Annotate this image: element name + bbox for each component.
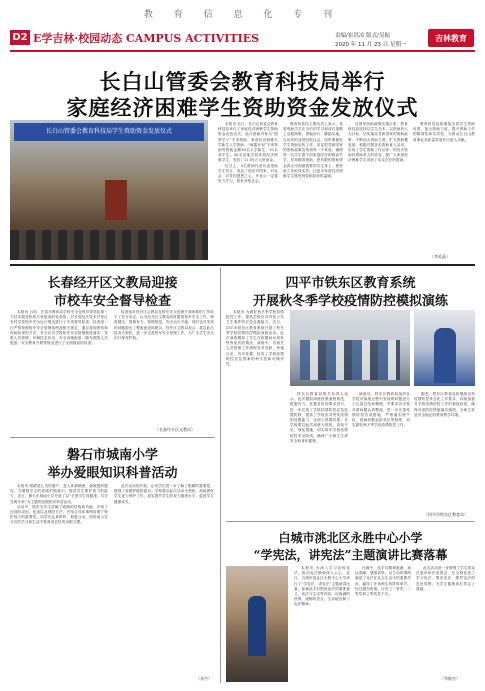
article1-title-line1: 长白山管委会教育科技局举行 [99, 69, 386, 94]
article1-byline: （李延晶） [430, 254, 450, 259]
article2-col1: 本报讯 日前，长春市教育局学校安全处领导带领由第三方技术服务机构专家组成的检查组，对长春经济技术开发区农村学校校车安全运行情况进行了专项督导检查。检查组一行严格按照校车安全管理条例及相关规定，通过查阅资料和现场检查的方式，对全区各学校校车安全管理制度落实、驾驶人员管理、车辆技术状况、安全设施配备、随车照管人员配备、安全教育开展等情况进行了全面细致的检查。 [10, 310, 108, 346]
article3-col1: 本报讯 眼睛是心灵的窗户，是人体最精密、最敏感的器官。为增强学生的爱眼护眼意识，提高学生保护视力的能力，近日，磐石市城南小学开展了以“关爱学生视健康，共享光明未来”为主题的爱眼知识科普活动。 活动中，校医为学生讲解了眼睛的结构和功能，介绍了近视的成因、危害以及预防方法，并结合具体事例说明了保护视力的重要性。同学们认真聆听，积极互动，纷纷表示在今后的学习和生活中要养成良好的用眼习惯。 [10, 484, 108, 525]
article3-col2: 此次活动的开展，让同学们进一步了解了眼睛的重要性，增强了爱眼护眼的意识。学校将以此次活动为契机，持续做好学生视力保护工作，切实提升学生的视力健康水平，促进学生健康成长。 [114, 484, 214, 504]
divider-left-mid [10, 437, 215, 438]
article5-col1: 本报讯 为深入学习宣传宪法，推动宪法精神深入人心，近日，白城市洮北区永胜中心小学举行了“学宪法，讲宪法”主题演讲比赛。参赛选手们围绕宪法的重要意义、宪法与生活等内容，用饱满的热情、流畅的语言，生动地诠释了宪法精神。 [294, 566, 350, 607]
article1-col1: 本报讯 近日，长白山管委会教育科技局举行了家庭经济困难学生资助资金发放仪式。此次资助对象为“圆梦学子”专项资助、家庭经济困难大学新生入学资助、“雨露计划”专项资助等资助金额30名大学新生，31名高中生，40名其他学段家庭经济困难学生，发放了11.55万元资助金。 仪式上，3名教师代表代表受助学生发言，表达了他们对国家、对社会、对党的感恩之心，并表示一定要努力学习，将来回报社会。 [218, 122, 278, 184]
article4-title-line1: 四平市铁东区教育系统 [285, 276, 416, 291]
divider-right-mid [226, 521, 475, 522]
article4-photo2-figure [434, 328, 456, 383]
article4-byline: （四平市铁东区教育局） [424, 512, 468, 517]
article5-photo [226, 566, 288, 682]
article2-title-line2: 市校车安全督导检查 [53, 294, 171, 309]
article5-title-line2: “学宪法，讲宪法”主题演讲比赛落幕 [253, 548, 448, 562]
article5-photo-speaker [248, 596, 266, 656]
column-divider [220, 268, 221, 683]
article5-title-line1: 白城市洮北区永胜中心小学 [278, 531, 423, 545]
article4-title-line2: 开展秋冬季学校疫情防控模拟演练 [252, 294, 448, 309]
article2-title-line1: 长春经开区文教局迎接 [47, 276, 178, 291]
issue-date: 2020 年 11 月 23 日 星期一 [335, 42, 407, 48]
article4-col2: 铁东区教育局相关负责人表示，此次模拟演练按照流程规范、措施有力、处置及时的要求进行，进一步完善了学校疫情防控应急处置机制，提高了学校应对突发疫情的处置能力，达到了预期效果。各学校要以此次演练为契机，查找不足，细化措施，切实筑牢学校疫情防控安全防线，确保广大师生生命安全和身体健康。 [290, 392, 348, 443]
badge-text: 吉林教育 [435, 33, 467, 43]
header-rule [10, 50, 475, 52]
article4-col4: 据悉，铁东区教育局将继续坚持疫情防控常态化工作要求，持续加强对学校疫情防控工作的督促检查，确保各项防控措施落实落细，为师生营造安全稳定的教育教学环境。 [414, 392, 475, 417]
divider-top [10, 264, 475, 266]
header-motto: 教 育 信 息 化 专 刊 [143, 10, 342, 20]
article5-col3: 此次活动进一步增强了学生的宪法意识和法治观念，在全校营造了学习宪法、尊崇宪法、维护宪法的良好氛围，为学生健康成长奠定了基础。 [416, 566, 475, 591]
article1-col2: 教育科技局主要负责人表示，希望受助学生在今后的学习和成长道路上克服困难，勇毅前行、脚踏实地，以优异的成绩回报社会。同时要做好学生资助宣传工作，切实把党和国家的资助政策宣传到每一个家庭，确保每一名学生都不因家庭经济困难而失学，坚持精准资助，把有限的资助资金真正用到最需要的学生身上，使资助工作取得实效，让更多家庭经济困难学生感受到党和政府的温暖。 [283, 122, 343, 179]
article1-title-line2: 家庭经济困难学生资助资金发放仪式 [66, 95, 419, 120]
article4-photo-1 [290, 310, 410, 386]
article2-col2: 检查组对经开区文教局在校车安全管理方面所做的工作给予了充分肯定，认为经开区文教局高度重视校车安全工作，制度健全，措施有力，管理规范，安全运行平稳，同时也对发现的问题提出了整改意见和建议。经开区文教局表示，将以此次检查为契机，进一步完善校车安全管理工作，为广大学生安全出行保驾护航。 [114, 310, 214, 341]
page-number: D2 [10, 30, 30, 45]
article3-byline: （刘丹） [196, 676, 212, 681]
article4-col1: 本报讯 为做好秋冬季学校疫情防控工作，提高学校应对突发公共卫生事件的应急处置能力，近日，四平市铁东区教育系统开展了秋冬季学校疫情防控模拟演练活动。此次演练模拟了学生在校期间出现发热等症状的情况，演练中，各相关人员按照工作流程各司其职，快速反应，有序处置，检验了学校疫情防控应急预案的科学性和可操作性。 [226, 310, 284, 367]
article1-col4: 教育科技局将继续完善学生资助体系，加大资助力度，提升资助工作的精准性和实效性，为推动长白山教育事业高质量发展作出更大贡献。 [413, 122, 475, 142]
article4-col3: 演练后，铁东区教育局组织各学校对演练过程中发现的问题进行了认真总结和梳理，并要求各学校对照问题认真整改，进一步完善疫情防控各项措施，严格落实晨午检、因病缺勤追踪登记等制度，切实做好秋冬季学校疫情防控工作。 [352, 392, 410, 428]
article4-photo-2 [414, 310, 475, 386]
article1-photo [10, 120, 208, 260]
article3-title-line1: 磐石市城南小学 [66, 448, 158, 463]
article5-byline: （李敏杰） [440, 676, 460, 681]
section-title: E学吉林·校园动态 CAMPUS ACTIVITIES [33, 32, 260, 45]
article5-col2: 比赛中，选手们精神饱满，表达清晰，感情真挚，以生动的事例阐述了宪法在社会生活中的重要作用，赢得了在场师生的阵阵掌声。经过激烈角逐，评出了一等奖、二等奖和三等奖若干名。 [355, 566, 411, 597]
editor-credit: 责编/崔洪凉 版式/吴振 [335, 33, 390, 39]
article1-banner-text: 长白山管委会教育科技局学生资助资金发放仪式 [45, 128, 172, 135]
article1-audience [10, 230, 208, 260]
article3-title-line2: 举办爱眼知识科普活动 [47, 466, 178, 481]
article2-byline: （长春经开区文教局） [155, 427, 195, 432]
article4-photo1-figures [300, 340, 400, 380]
article1-podium [105, 180, 127, 220]
article1-banner [14, 123, 204, 141]
article1-col3: 自国家资助政策实施以来，教育科技局坚持以学生为本，以资助育人为目标，切实落实党和国家的资助政策，不断加大资助力度，扩大资助覆盖面，积极开展各类资助育人活动，实现了学生资助工作从单一的经济资助向资助育人的转变，使广大家庭经济困难学生得到了实实在在的帮助。 [348, 122, 408, 163]
publication-badge [428, 29, 474, 47]
